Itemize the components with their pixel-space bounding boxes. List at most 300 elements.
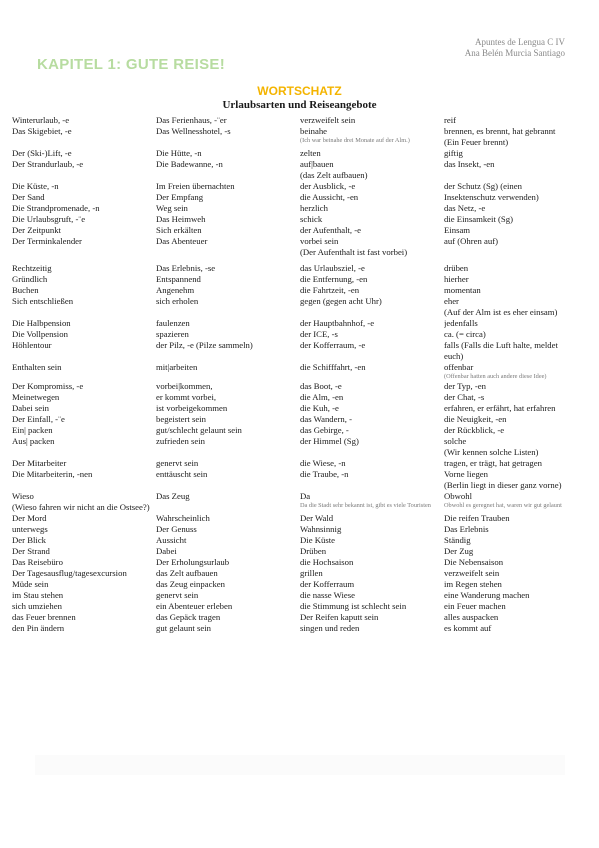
entry-term: erfahren, er erfährt, hat erfahren <box>444 403 556 413</box>
entry-term: Rechtzeitig <box>12 263 52 273</box>
vocab-entry <box>444 557 577 568</box>
entry-term: Drüben <box>300 546 327 556</box>
vocab-entry <box>300 340 444 362</box>
entry-term: faulenzen <box>156 318 190 328</box>
vocab-row <box>12 274 577 285</box>
entry-term: Der Mord <box>12 513 47 523</box>
vocab-entry <box>12 414 156 425</box>
entry-term: Die Nebensaison <box>444 557 504 567</box>
vocab-entry <box>12 403 156 414</box>
entry-term: Die Küste <box>300 535 335 545</box>
vocab-entry <box>300 203 444 214</box>
entry-term: singen und reden <box>300 623 360 633</box>
entry-term: Der Blick <box>12 535 47 545</box>
entry-term: die Schifffahrt, -en <box>300 362 366 372</box>
entry-term: Die Hütte, -n <box>156 148 202 158</box>
entry-term: Dabei sein <box>12 403 49 413</box>
entry-example: euch) <box>444 351 464 361</box>
entry-term: Der Strand <box>12 546 50 556</box>
entry-term: eher <box>444 296 459 306</box>
vocab-entry <box>300 236 444 258</box>
vocab-entry <box>444 469 577 491</box>
entry-term: Die reifen Trauben <box>444 513 510 523</box>
vocab-entry <box>444 612 577 623</box>
vocab-entry <box>12 296 156 318</box>
entry-term: das Boot, -e <box>300 381 342 391</box>
vocab-row <box>12 159 577 181</box>
entry-term: gut gelaunt sein <box>156 623 212 633</box>
entry-term: Der Zug <box>444 546 474 556</box>
entry-term: reif <box>444 115 457 125</box>
vocab-entry <box>300 601 444 612</box>
entry-term: gut/schlecht gelaunt sein <box>156 425 242 435</box>
vocab-entry <box>156 285 300 296</box>
vocab-row <box>12 436 577 458</box>
vocab-entry <box>12 513 156 524</box>
entry-term: Obwohl <box>444 491 472 501</box>
entry-term: der Aufenthalt, -e <box>300 225 362 235</box>
vocab-row <box>12 535 577 546</box>
entry-term: vorbei sein <box>300 236 339 246</box>
entry-term: der Rückblick, -e <box>444 425 505 435</box>
vocab-entry <box>156 318 300 329</box>
vocab-entry <box>444 436 577 458</box>
vocab-entry <box>156 535 300 546</box>
vocab-entry <box>444 403 577 414</box>
entry-term: Meinetwegen <box>12 392 60 402</box>
vocab-entry <box>156 203 300 214</box>
vocab-entry <box>444 159 577 181</box>
entry-term: Das Erlebnis, -se <box>156 263 216 273</box>
vocab-entry <box>12 601 156 612</box>
entry-term: das Gebirge, - <box>300 425 349 435</box>
vocab-row <box>12 203 577 214</box>
vocab-entry <box>12 579 156 590</box>
entry-term: es kommt auf <box>444 623 492 633</box>
entry-term: Der Erholungsurlaub <box>156 557 230 567</box>
entry-term: der Himmel (Sg) <box>300 436 359 446</box>
vocab-row <box>12 148 577 159</box>
entry-term: der Kofferraum <box>300 579 355 589</box>
entry-term: den Pin ändern <box>12 623 65 633</box>
vocab-row <box>12 285 577 296</box>
entry-example: (Wir kennen solche Listen) <box>444 447 539 457</box>
entry-term: tragen, er trägt, hat getragen <box>444 458 542 468</box>
entry-term: Sich entschließen <box>12 296 74 306</box>
entry-term: Der Strandurlaub, -e <box>12 159 84 169</box>
vocab-entry <box>300 623 444 634</box>
vocab-entry <box>156 225 300 236</box>
entry-term: der Ausblick, -e <box>300 181 356 191</box>
entry-term: verzweifelt sein <box>444 568 500 578</box>
vocab-entry <box>444 181 577 192</box>
vocab-entry <box>300 126 444 148</box>
entry-term: Im Freien übernachten <box>156 181 235 191</box>
vocab-entry <box>12 203 156 214</box>
vocab-entry <box>156 263 300 274</box>
vocab-entry <box>156 557 300 568</box>
entry-term: das Netz, -e <box>444 203 486 213</box>
entry-term: beinahe <box>300 126 328 136</box>
entry-term: Dabei <box>156 546 177 556</box>
vocab-entry <box>12 535 156 546</box>
vocab-entry <box>300 115 444 126</box>
vocab-entry <box>156 568 300 579</box>
vocab-entry <box>156 403 300 414</box>
entry-term: Enthalten sein <box>12 362 62 372</box>
vocab-row <box>12 181 577 192</box>
entry-term: eine Wanderung machen <box>444 590 530 600</box>
entry-term: Das Erlebnis <box>444 524 489 534</box>
entry-term: die Stimmung ist schlecht sein <box>300 601 407 611</box>
vocab-entry <box>156 115 300 126</box>
vocab-row <box>12 214 577 225</box>
entry-term: begeistert sein <box>156 414 206 424</box>
vocab-entry <box>156 524 300 535</box>
vocab-entry <box>12 524 156 535</box>
entry-term: das Zelt aufbauen <box>156 568 218 578</box>
vocab-entry <box>300 568 444 579</box>
vocab-entry <box>444 329 577 340</box>
vocab-row <box>12 579 577 590</box>
entry-term: grillen <box>300 568 323 578</box>
document-header <box>465 37 565 59</box>
entry-term: auf (Ohren auf) <box>444 236 499 246</box>
vocab-row <box>12 340 577 362</box>
vocab-entry <box>444 296 577 318</box>
vocab-row <box>12 469 577 491</box>
entry-example: (Der Aufenthalt ist fast vorbei) <box>300 247 408 257</box>
vocab-entry <box>300 436 444 458</box>
entry-example: (Berlin liegt in dieser ganz vorne) <box>444 480 562 490</box>
entry-example: (Ein Feuer brennt) <box>444 137 509 147</box>
entry-term: Sich erkälten <box>156 225 202 235</box>
vocabulary-table <box>12 115 577 634</box>
vocab-row <box>12 329 577 340</box>
vocab-row <box>12 491 577 513</box>
entry-term: der Pilz, -e (Pilze sammeln) <box>156 340 253 350</box>
vocab-entry <box>12 148 156 159</box>
entry-term: der Schutz (Sg) (einen <box>444 181 522 191</box>
vocab-entry <box>12 214 156 225</box>
entry-term: Das Wellnesshotel, -s <box>156 126 231 136</box>
vocab-entry <box>156 274 300 285</box>
entry-term: zufrieden sein <box>156 436 205 446</box>
vocab-entry <box>444 285 577 296</box>
entry-term: der Chat, -s <box>444 392 485 402</box>
vocab-entry <box>156 296 300 318</box>
entry-note: (Offenbar hatten auch andere diese Idee) <box>444 373 547 380</box>
vocab-entry <box>444 425 577 436</box>
entry-term: ein Feuer machen <box>444 601 506 611</box>
entry-term: momentan <box>444 285 481 295</box>
vocab-entry <box>12 491 156 513</box>
entry-term: die nasse Wiese <box>300 590 355 600</box>
vocab-entry <box>156 469 300 491</box>
vocab-entry <box>444 126 577 148</box>
entry-term: Das Reisebüro <box>12 557 63 567</box>
vocab-row <box>12 362 577 381</box>
vocab-entry <box>300 214 444 225</box>
vocab-entry <box>156 546 300 557</box>
entry-term: offenbar <box>444 362 474 372</box>
entry-term: brennen, es brennt, hat gebrannt <box>444 126 556 136</box>
entry-term: die Hochsaison <box>300 557 354 567</box>
vocab-row <box>12 192 577 203</box>
vocab-entry <box>12 192 156 203</box>
vocab-entry <box>300 524 444 535</box>
entry-term: ist vorbeigekommen <box>156 403 228 413</box>
entry-term: er kommt vorbei, <box>156 392 217 402</box>
entry-term: genervt sein <box>156 458 199 468</box>
vocab-entry <box>300 285 444 296</box>
vocab-row <box>12 263 577 274</box>
vocab-entry <box>156 491 300 513</box>
entry-term: ein Abenteuer erleben <box>156 601 233 611</box>
vocab-entry <box>444 579 577 590</box>
vocab-entry <box>300 392 444 403</box>
vocab-entry <box>444 568 577 579</box>
vocab-entry <box>300 546 444 557</box>
entry-term: solche <box>444 436 467 446</box>
entry-term: die Kuh, -e <box>300 403 339 413</box>
vocab-entry <box>444 513 577 524</box>
entry-term: Die Küste, -n <box>12 181 59 191</box>
entry-term: unterwegs <box>12 524 48 534</box>
vocab-entry <box>444 214 577 225</box>
entry-term: das Zeug einpacken <box>156 579 225 589</box>
vocab-row <box>12 126 577 148</box>
entry-term: Die Mitarbeiterin, -nen <box>12 469 93 479</box>
entry-term: Das Heimweh <box>156 214 206 224</box>
entry-term: ca. (= circa) <box>444 329 486 339</box>
entry-term: Ständig <box>444 535 471 545</box>
entry-term: genervt sein <box>156 590 199 600</box>
vocab-entry <box>156 579 300 590</box>
entry-term: die Alm, -en <box>300 392 344 402</box>
entry-term: der Typ, -en <box>444 381 486 391</box>
vocab-entry <box>12 425 156 436</box>
vocab-row <box>12 414 577 425</box>
vocab-entry <box>300 274 444 285</box>
entry-term: Aus| packen <box>12 436 55 446</box>
vocab-entry <box>12 436 156 458</box>
vocab-entry <box>156 458 300 469</box>
entry-term: der Kofferraum, -e <box>300 340 366 350</box>
vocab-entry <box>444 535 577 546</box>
vocab-entry <box>12 126 156 148</box>
entry-term: falls (Falls die Luft halte, meldet <box>444 340 558 350</box>
vocab-entry <box>156 159 300 181</box>
entry-term: jedenfalls <box>444 318 478 328</box>
entry-term: Der Sand <box>12 192 45 202</box>
entry-term: das Feuer brennen <box>12 612 76 622</box>
vocab-entry <box>300 362 444 381</box>
entry-term: Gründlich <box>12 274 48 284</box>
vocab-entry <box>300 148 444 159</box>
vocab-entry <box>156 414 300 425</box>
vocab-entry <box>444 340 577 362</box>
vocab-row <box>12 392 577 403</box>
vocab-entry <box>444 148 577 159</box>
vocab-entry <box>12 557 156 568</box>
entry-term: vorbei|kommen, <box>156 381 213 391</box>
entry-term: verzweifelt sein <box>300 115 356 125</box>
entry-term: Wahrscheinlich <box>156 513 210 523</box>
vocab-entry <box>156 236 300 258</box>
vocab-entry <box>12 590 156 601</box>
vocab-entry <box>300 296 444 318</box>
entry-term: Buchen <box>12 285 39 295</box>
vocab-entry <box>12 181 156 192</box>
vocab-entry <box>444 381 577 392</box>
vocab-entry <box>300 557 444 568</box>
entry-term: das Urlaubsziel, -e <box>300 263 365 273</box>
vocab-entry <box>12 329 156 340</box>
entry-term: Der Mitarbeiter <box>12 458 67 468</box>
entry-term: zelten <box>300 148 321 158</box>
vocab-entry <box>300 329 444 340</box>
vocab-entry <box>300 318 444 329</box>
vocab-entry <box>300 458 444 469</box>
entry-term: Das Ferienhaus, -¨er <box>156 115 227 125</box>
vocab-entry <box>300 535 444 546</box>
entry-term: Der Reifen kaputt sein <box>300 612 379 622</box>
vocab-entry <box>300 381 444 392</box>
entry-term: hierher <box>444 274 469 284</box>
entry-term: Das Zeug <box>156 491 190 501</box>
entry-term: Entspannend <box>156 274 201 284</box>
vocab-entry <box>156 436 300 458</box>
vocab-row <box>12 225 577 236</box>
entry-term: Der Zeitpunkt <box>12 225 61 235</box>
vocab-entry <box>444 274 577 285</box>
vocab-entry <box>156 181 300 192</box>
entry-term: Der (Ski-)Lift, -e <box>12 148 72 158</box>
entry-term: das Insekt, -en <box>444 159 495 169</box>
vocab-entry <box>156 340 300 362</box>
vocab-entry <box>300 579 444 590</box>
entry-term: Ein| packen <box>12 425 53 435</box>
vocab-entry <box>300 181 444 192</box>
vocab-row <box>12 546 577 557</box>
entry-term: die Traube, -n <box>300 469 349 479</box>
vocab-entry <box>156 513 300 524</box>
vocab-entry <box>300 590 444 601</box>
entry-term: Der Genuss <box>156 524 197 534</box>
entry-example: (das Zelt aufbauen) <box>300 170 368 180</box>
entry-term: Der Einfall, -¨e <box>12 414 65 424</box>
vocab-row <box>12 590 577 601</box>
entry-term: die Aussicht, -en <box>300 192 359 202</box>
vocab-entry <box>12 381 156 392</box>
vocab-entry <box>12 115 156 126</box>
vocab-entry <box>444 318 577 329</box>
vocab-entry <box>156 126 300 148</box>
vocab-entry <box>444 225 577 236</box>
vocab-row <box>12 513 577 524</box>
entry-term: Der Terminkalender <box>12 236 82 246</box>
vocab-row <box>12 601 577 612</box>
vocab-entry <box>12 263 156 274</box>
entry-term: die Entfernung, -en <box>300 274 368 284</box>
vocab-entry <box>444 263 577 274</box>
vocab-row <box>12 296 577 318</box>
entry-term: Das Abenteuer <box>156 236 208 246</box>
vocab-entry <box>12 236 156 258</box>
vocab-entry <box>156 329 300 340</box>
vocab-row <box>12 557 577 568</box>
entry-term: Die Halbpension <box>12 318 71 328</box>
entry-term: Wahnsinnig <box>300 524 342 534</box>
vocab-row <box>12 236 577 258</box>
entry-term: Weg sein <box>156 203 188 213</box>
entry-term: Die Urlaubsgruft, -¨e <box>12 214 86 224</box>
vocab-entry <box>444 601 577 612</box>
vocab-entry <box>300 159 444 181</box>
vocab-entry <box>12 469 156 491</box>
vocab-entry <box>300 263 444 274</box>
vocab-row <box>12 458 577 469</box>
vocab-entry <box>156 612 300 623</box>
vocab-entry <box>444 491 577 513</box>
vocab-entry <box>444 623 577 634</box>
entry-term: Die Badewanne, -n <box>156 159 223 169</box>
entry-term: die Neuigkeit, -en <box>444 414 507 424</box>
entry-term: die Fahrtzeit, -en <box>300 285 360 295</box>
vocab-entry <box>300 425 444 436</box>
vocab-entry <box>156 590 300 601</box>
entry-term: Die Vollpension <box>12 329 68 339</box>
vocab-entry <box>444 458 577 469</box>
vocab-entry <box>156 214 300 225</box>
entry-term: sich erholen <box>156 296 199 306</box>
author-name: Ana Belén Murcia Santiago <box>464 48 565 58</box>
vocab-row <box>12 115 577 126</box>
entry-term: die Wiese, -n <box>300 458 346 468</box>
entry-term: die Einsamkeit (Sg) <box>444 214 514 224</box>
entry-term: Der Kompromiss, -e <box>12 381 84 391</box>
vocab-entry <box>300 414 444 425</box>
entry-term: Angenehm <box>156 285 195 295</box>
vocab-entry <box>12 225 156 236</box>
vocab-entry <box>444 362 577 381</box>
vocab-entry <box>156 425 300 436</box>
vocab-entry <box>156 148 300 159</box>
vocab-row <box>12 318 577 329</box>
vocab-row <box>12 403 577 414</box>
vocab-entry <box>12 285 156 296</box>
vocab-entry <box>156 392 300 403</box>
entry-term: giftig <box>444 148 463 158</box>
entry-term: sich umziehen <box>12 601 62 611</box>
vocab-entry <box>12 568 156 579</box>
entry-note: (Ich war beinahe drei Monate auf der Alm.) <box>300 137 410 144</box>
entry-example: (Auf der Alm ist es eher einsam) <box>444 307 558 317</box>
vocab-entry <box>300 403 444 414</box>
footer-band <box>35 755 565 775</box>
entry-term: alles auspacken <box>444 612 499 622</box>
vocab-entry <box>156 192 300 203</box>
entry-note: Da die Stadt sehr bekannt ist, gibt es viele Touristen <box>300 502 431 509</box>
vocab-row <box>12 381 577 392</box>
vocab-entry <box>12 274 156 285</box>
vocab-row <box>12 524 577 535</box>
vocab-entry <box>444 414 577 425</box>
entry-term: im Stau stehen <box>12 590 64 600</box>
entry-term: spazieren <box>156 329 189 339</box>
entry-term: der ICE, -s <box>300 329 338 339</box>
